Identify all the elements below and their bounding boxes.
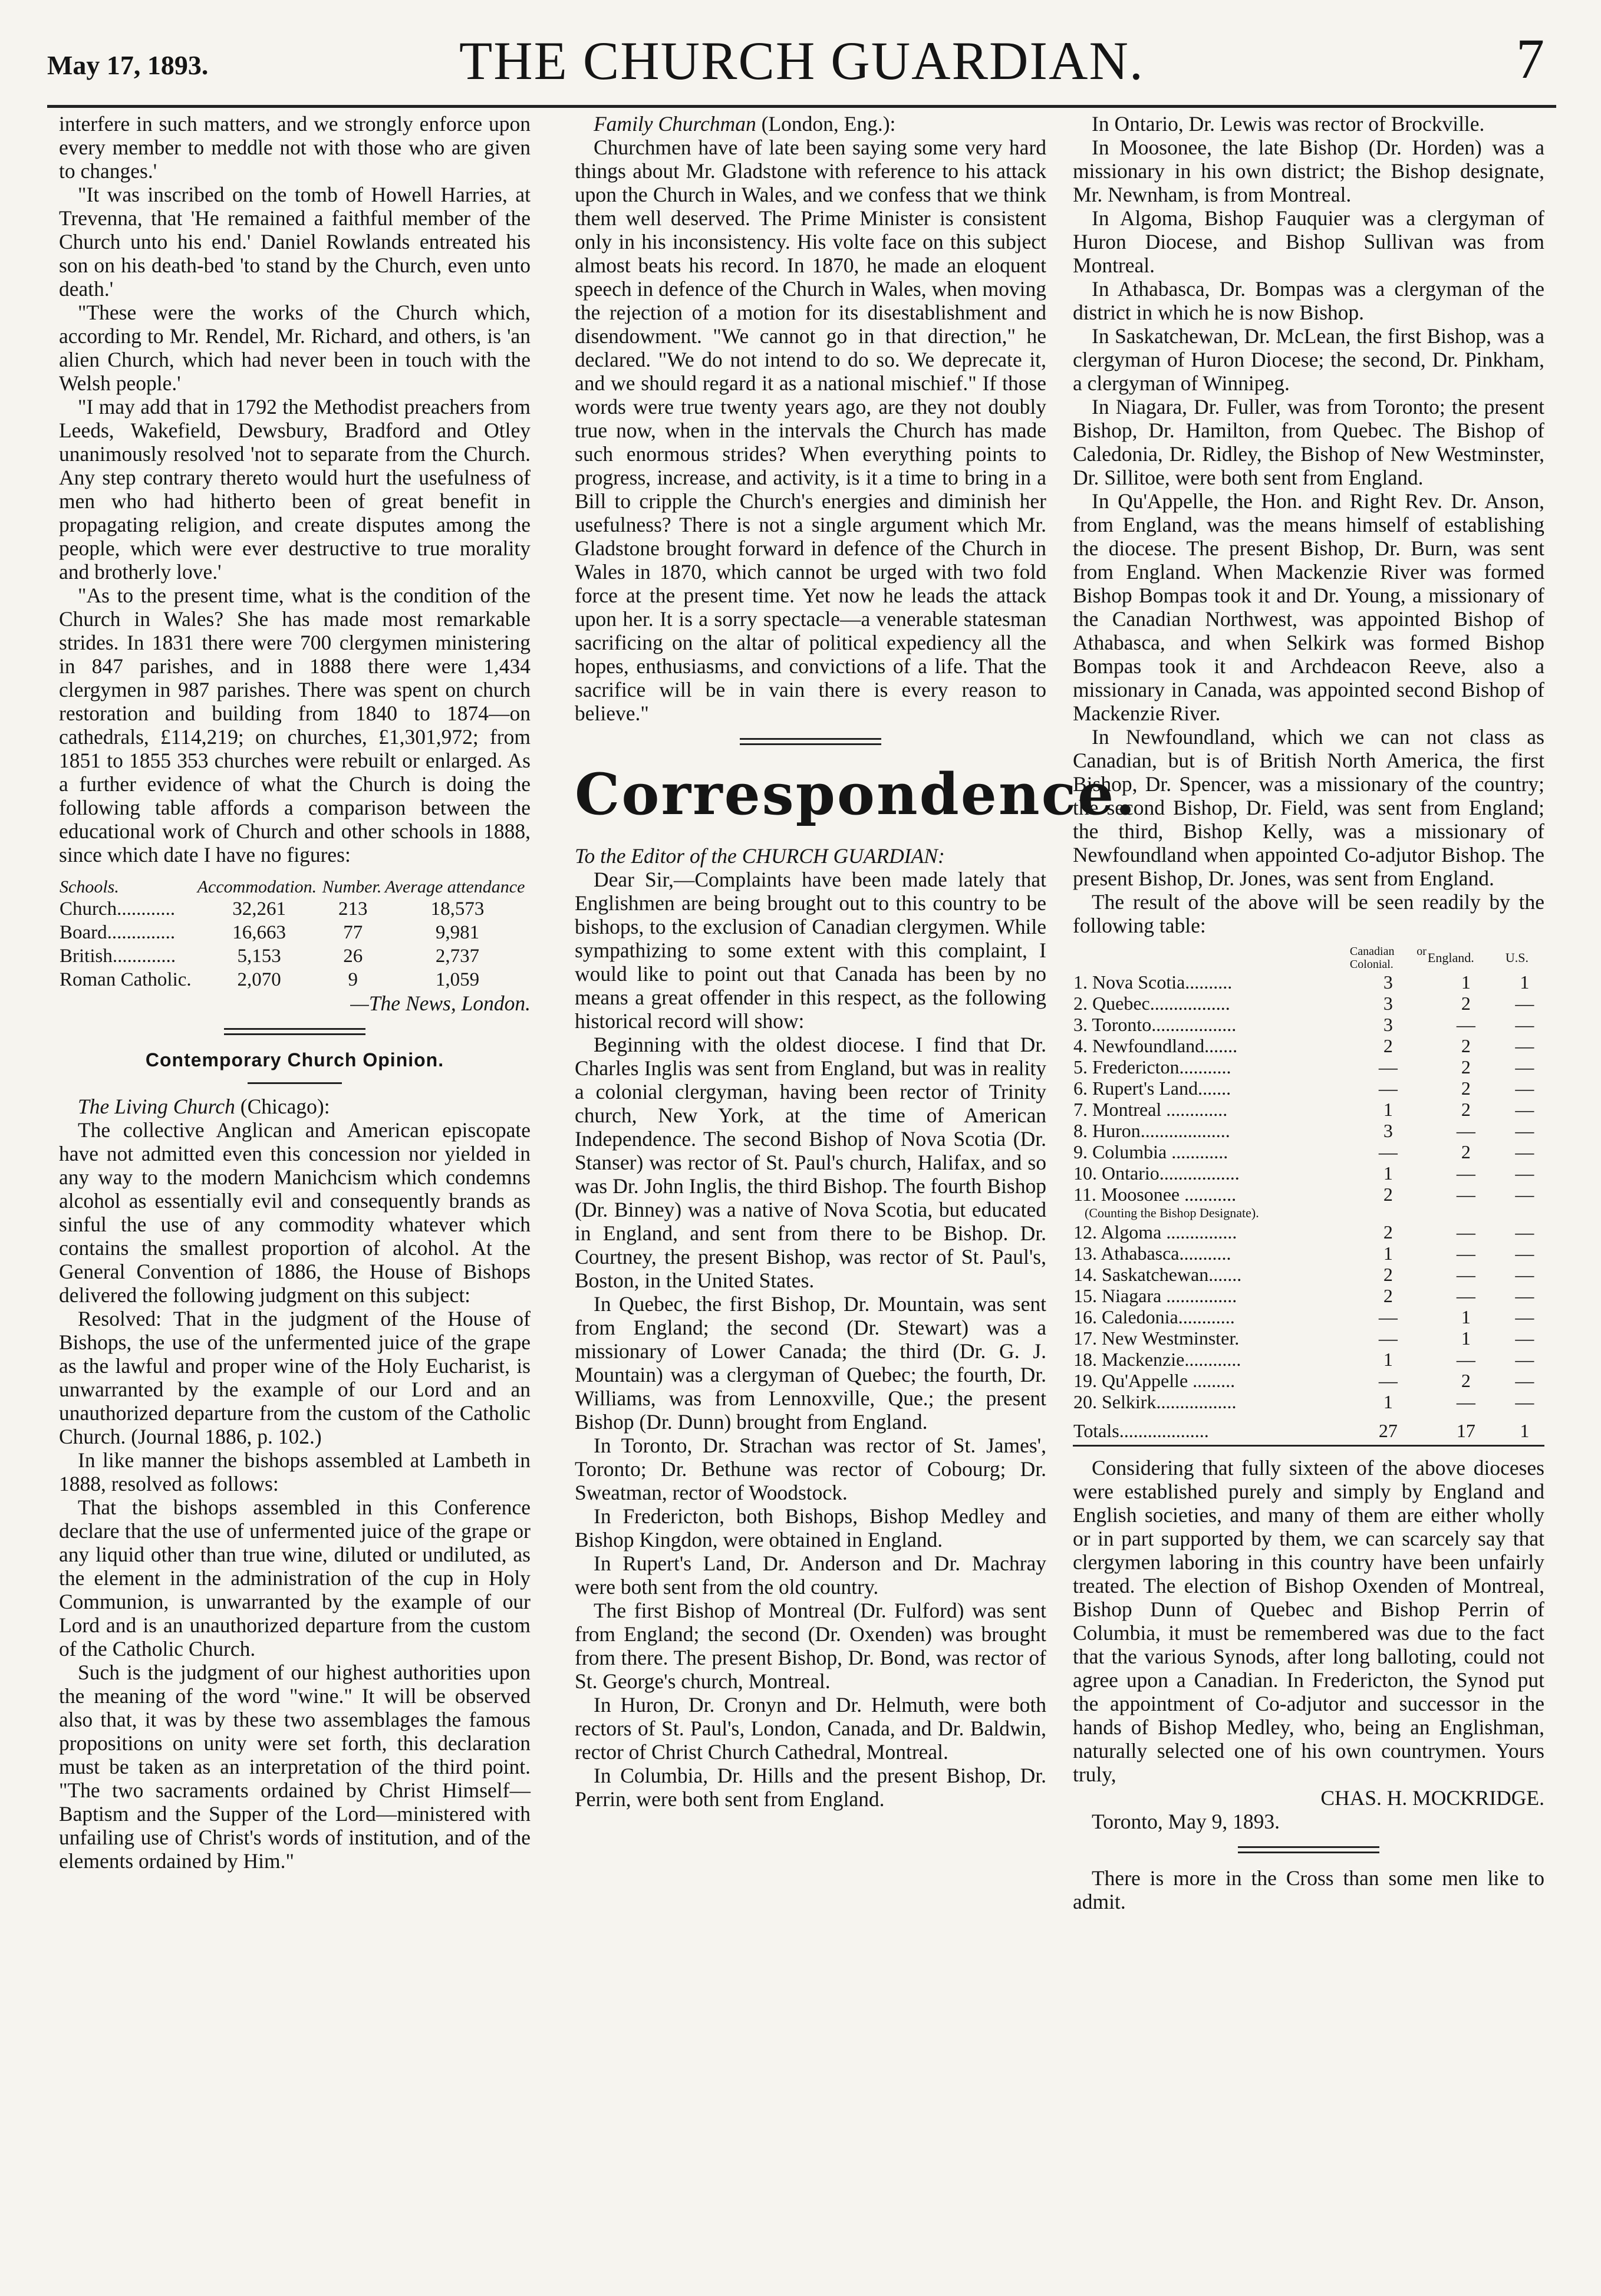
table-row: [1073, 1391, 1544, 1412]
table-header: Schools.: [60, 877, 119, 897]
table-cell: —: [1378, 1078, 1398, 1099]
paragraph: In Fredericton, both Bishops, Bishop Medley and Bishop Kingdon, were obtained in England.: [575, 1504, 1046, 1551]
table-row: [1073, 1056, 1544, 1078]
paragraph: The result of the above will be seen readily by the following table:: [1073, 890, 1544, 937]
paragraph: In Algoma, Bishop Fauquier was a clergyman of Huron Diocese, and Bishop Sullivan was from Montreal.: [1073, 206, 1544, 277]
table-cell: 1: [1520, 1420, 1530, 1441]
table-cell: British.............: [60, 946, 176, 967]
table-cell: 26: [343, 946, 363, 967]
table-cell: —: [1515, 1141, 1534, 1162]
table-cell: —: [1515, 1349, 1534, 1370]
table-cell: —: [1378, 1327, 1398, 1349]
table-cell: 2: [1383, 1035, 1393, 1056]
table-cell: —: [1456, 1221, 1475, 1243]
table-cell: 1: [1383, 1243, 1393, 1264]
paragraph: In Toronto, Dr. Strachan was rector of St. James', Toronto; Dr. Bethune was rector of Cobourg; Dr. Sweatman, rector of Woodstock.: [575, 1434, 1046, 1504]
moosonee-note: (Counting the Bishop Designate).: [1085, 1205, 1259, 1220]
table-cell: 27: [1378, 1420, 1398, 1441]
table-cell: 9,981: [435, 922, 480, 943]
paragraph: In Niagara, Dr. Fuller, was from Toronto; the present Bishop, Dr. Hamilton, from Quebec. The Bishop of Caledonia, Dr. Ridley, the Bishop of New Westminster, Dr. Sillitoe, were both sent from England.: [1073, 395, 1544, 489]
table-cell: 3: [1383, 971, 1393, 993]
table-cell: 2: [1461, 1056, 1471, 1078]
table-row: [1073, 1264, 1544, 1285]
schools-table: [59, 877, 531, 991]
table-cell: —: [1378, 1370, 1398, 1391]
table-cell: —: [1515, 1014, 1534, 1035]
table-cell: 1,059: [435, 969, 480, 990]
table-cell: 6. Rupert's Land.......: [1073, 1078, 1231, 1099]
table-cell: 2: [1461, 1035, 1471, 1056]
table-cell: 9. Columbia ............: [1073, 1141, 1228, 1162]
table-cell: 13. Athabasca...........: [1073, 1243, 1231, 1264]
table-cell: 2: [1461, 1370, 1471, 1391]
table-cell: 18,573: [430, 898, 485, 920]
table-row: [1073, 1349, 1544, 1370]
table-cell: 12. Algoma ...............: [1073, 1221, 1237, 1243]
paragraph: The first Bishop of Montreal (Dr. Fulford) was sent from England; the second (Dr. Oxenden) was brought from there. The present Bishop, Dr. Bond, was rector of St. George's church, Montreal.: [575, 1599, 1046, 1693]
filler-quote: There is more in the Cross than some men like to admit.: [1073, 1866, 1544, 1913]
table-cell: —: [1456, 1162, 1475, 1184]
table-cell: 11. Moosonee ...........: [1073, 1184, 1237, 1205]
table-cell: 3: [1383, 993, 1393, 1014]
table-cell: 2: [1461, 1141, 1471, 1162]
column-3: [1073, 112, 1544, 1913]
table-row: [1073, 1306, 1544, 1327]
paragraph: Beginning with the oldest diocese. I find that Dr. Charles Inglis was sent from England, but was in reality a colonial clergyman, having been rector of Trinity church, New York, at the time of American Independence. The second Bishop of Nova Scotia (Dr. Stanser) was rector of St. Paul's church, Halifax, and so was Dr. John Inglis, the third Bishop. The fourth Bishop (Dr. Binney) was a native of Nova Scotia, but educated in England, and sent from there to be Bishop. Dr. Courtney, the present Bishop, was rector of St. Paul's, Boston, in the United States.: [575, 1033, 1046, 1292]
paragraph: In Quebec, the first Bishop, Dr. Mountain, was sent from England; the second (Dr. Stewart) was a missionary of Lower Canada; the third (Dr. G. J. Mountain) was a clergyman of Quebec; the fourth, Dr. Williams, was from Lennoxville, Que.; the present Bishop (Dr. Dunn) brought from England.: [575, 1292, 1046, 1434]
table-row: [1073, 993, 1544, 1014]
table-cell: 213: [338, 898, 368, 920]
masthead-rule: [47, 105, 1556, 108]
table-cell: —: [1515, 1184, 1534, 1205]
table-cell: —: [1515, 993, 1534, 1014]
table-cell: —: [1515, 1078, 1534, 1099]
table-cell: —: [1515, 1221, 1534, 1243]
correspondence-heading: Correspondence.: [575, 761, 1137, 828]
table-cell: 1: [1383, 1162, 1393, 1184]
table-cell: 1. Nova Scotia..........: [1073, 971, 1233, 993]
paragraph: "These were the works of the Church which, according to Mr. Rendel, Mr. Richard, and others, is 'an alien Church, which had never been in touch with the Welsh people.': [59, 301, 531, 395]
source-name: Family Churchman: [594, 112, 756, 136]
table-cell: 1: [1383, 1099, 1393, 1120]
paragraph: "I may add that in 1792 the Methodist preachers from Leeds, Wakefield, Dewsbury, Bradford and Otley unanimously resolved 'not to separate from the Church. Any step contrary thereto would hurt the usefulness of men who had hitherto been of great benefit in propagating religion, and create disputes among the people, which were ever destructive to true morality and brotherly love.': [59, 395, 531, 584]
table-cell: 2: [1383, 1264, 1393, 1285]
source-place: (London, Eng.):: [756, 112, 896, 136]
table-cell: 10. Ontario.................: [1073, 1162, 1240, 1184]
paragraph: Dear Sir,—Complaints have been made lately that Englishmen are being brought out to this country to be bishops, to the exclusion of Canadian clergymen. While sympathizing to some extent with this complaint, I would like to point out that Canada has been by no means a great offender in this respect, as the following historical record will show:: [575, 868, 1046, 1033]
column-2: [575, 112, 1137, 1811]
paragraph: "It was inscribed on the tomb of Howell Harries, at Trevenna, that 'He remained a faithful member of the Church unto his end.' Daniel Rowlands entreated his son on his death-bed 'to stand by the Church, even unto death.': [59, 183, 531, 301]
table-cell: —: [1515, 1056, 1534, 1078]
table-row: [59, 897, 531, 921]
table-cell: —: [1456, 1285, 1475, 1306]
table-row: [1073, 1327, 1544, 1349]
table-cell: —: [1456, 1184, 1475, 1205]
table-cell: 17. New Westminster.: [1073, 1327, 1240, 1349]
table-cell: 77: [343, 922, 363, 943]
signature: CHAS. H. MOCKRIDGE.: [1320, 1786, 1544, 1810]
table-row: [1073, 1078, 1544, 1099]
table-note-row: [1073, 1205, 1544, 1221]
table-cell: —: [1456, 1243, 1475, 1264]
table-cell: 3: [1383, 1014, 1393, 1035]
paragraph: In Newfoundland, which we can not class as Canadian, but is of British North America, the first Bishop, Dr. Spencer, was a missionary of the country; the second Bishop, Dr. Field, was sent from England; the third, Bishop Kelly, was a missionary of Newfoundland when appointed Co-adjutor Bishop. The present Bishop, Dr. Jones, was sent from England.: [1073, 725, 1544, 890]
table-source: —The News, London.: [350, 991, 531, 1015]
table-cell: 16. Caledonia............: [1073, 1306, 1235, 1327]
table-cell: 2. Quebec.................: [1073, 993, 1230, 1014]
table-cell: Church............: [60, 898, 176, 920]
table-cell: —: [1515, 1120, 1534, 1141]
table-header: Accommodation.: [197, 877, 317, 897]
paragraph: In Ontario, Dr. Lewis was rector of Brockville.: [1092, 112, 1485, 136]
section-heading: Contemporary Church Opinion.: [145, 1049, 444, 1070]
table-cell: 1: [1520, 971, 1530, 993]
paragraph: That the bishops assembled in this Conference declare that the use of unfermented juice of the grape or any liquid other than true wine, diluted or undiluted, as the element in the administration of the cup in Holy Communion, is unwarranted by the example of our Lord and is an unauthorized departure from the custom of the Catholic Church.: [59, 1495, 531, 1661]
table-header: England.: [1427, 950, 1474, 965]
table-row: [1073, 1221, 1544, 1243]
table-cell: —: [1515, 1370, 1534, 1391]
table-cell: 3: [1383, 1120, 1393, 1141]
paragraph: In Rupert's Land, Dr. Anderson and Dr. Machray were both sent from the old country.: [575, 1551, 1046, 1599]
table-row: [59, 944, 531, 968]
table-header: [1073, 944, 1349, 971]
table-cell: 4. Newfoundland.......: [1073, 1035, 1238, 1056]
table-row: [1073, 1285, 1544, 1306]
table-cell: —: [1515, 1162, 1534, 1184]
paragraph: Resolved: That in the judgment of the House of Bishops, the use of the unfermented juice of the grape as the lawful and proper wine of the Holy Eucharist, is unwarranted by the example of our Lord and an unauthorized departure from the custom of the Catholic Church. (Journal 1886, p. 102.): [59, 1307, 531, 1448]
table-cell: 1: [1461, 971, 1471, 993]
table-cell: 16,663: [232, 922, 286, 943]
paragraph: In Saskatchewan, Dr. McLean, the first Bishop, was a clergyman of Huron Diocese; the second, Dr. Pinkham, a clergyman of Winnipeg.: [1073, 324, 1544, 395]
source-line: [575, 112, 1046, 136]
table-cell: 2: [1461, 1099, 1471, 1120]
paragraph: In Moosonee, the late Bishop (Dr. Horden) was a missionary in his own district; the Bishop designate, Mr. Newnham, is from Montreal.: [1073, 136, 1544, 206]
table-cell: —: [1456, 1264, 1475, 1285]
table-cell: —: [1456, 1014, 1475, 1035]
page-number: 7: [1516, 27, 1544, 90]
table-row: [1073, 1120, 1544, 1141]
paragraph: The collective Anglican and American episcopate have not admitted even this concession nor yielded in any way to the modern Manichcism which condemns alcohol as essentially evil and consequently brands as sinful the use of any commodity whatever which contains the smallest proportion of alcohol. At the General Convention of 1886, the House of Bishops delivered the following judgment on this subject:: [59, 1118, 531, 1307]
table-cell: —: [1378, 1306, 1398, 1327]
table-cell: 15. Niagara ...............: [1073, 1285, 1237, 1306]
totals-row: [1073, 1412, 1544, 1441]
paragraph: interfere in such matters, and we strongly enforce upon every member to meddle not with those who are given to changes.': [59, 112, 531, 183]
table-cell: Totals...................: [1073, 1420, 1209, 1441]
paragraph: In like manner the bishops assembled at Lambeth in 1888, resolved as follows:: [59, 1448, 531, 1495]
table-row: [1073, 1014, 1544, 1035]
table-cell: 2,070: [237, 969, 281, 990]
table-cell: 8. Huron...................: [1073, 1120, 1230, 1141]
paragraph: Such is the judgment of our highest authorities upon the meaning of the word "wine." It will be observed also that, it was by these two assemblages the famous propositions on unity were set forth, this declaration must be taken as an interpretation of the third point. "The two sacraments ordained by Christ Himself—Baptism and the Supper of the Lord—ministered with unfailing use of Christ's words of institution, and of the elements ordained by Him.": [59, 1661, 531, 1873]
table-cell: —: [1515, 1285, 1534, 1306]
table-row: [1073, 1370, 1544, 1391]
paragraph: In Huron, Dr. Cronyn and Dr. Helmuth, were both rectors of St. Paul's, London, Canada, and Dr. Baldwin, rector of Christ Church Cathedral, Montreal.: [575, 1693, 1046, 1764]
source-place: (Chicago):: [235, 1095, 330, 1118]
table-cell: 17: [1456, 1420, 1475, 1441]
paragraph: In Athabasca, Dr. Bompas was a clergyman of the district in which he is now Bishop.: [1073, 277, 1544, 324]
table-cell: —: [1456, 1120, 1475, 1141]
table-cell: —: [1515, 1264, 1534, 1285]
paragraph: Considering that fully sixteen of the above dioceses were established purely and simply by England and English societies, and many of them are either wholly or in part supported by them, we can scarcely say that clergymen laboring in this country have been unfairly treated. The election of Bishop Oxenden of Montreal, Bishop Dunn of Quebec and Bishop Perrin of Columbia, it must be remembered was due to the fact that the various Synods, after long balloting, could not agree upon a Canadian. In Fredericton, the Synod put the appointment of Co-adjutor and successor in the hands of Bishop Medley, who, being an Englishman, naturally selected one of his own countrymen. Yours truly,: [1073, 1456, 1544, 1786]
table-row: [1073, 1184, 1544, 1205]
table-cell: 2: [1383, 1221, 1393, 1243]
table-row: [1073, 1162, 1544, 1184]
table-cell: 32,261: [232, 898, 286, 920]
table-cell: 19. Qu'Appelle .........: [1073, 1370, 1236, 1391]
table-cell: 9: [348, 969, 358, 990]
table-cell: —: [1378, 1141, 1398, 1162]
table-cell: —: [1515, 1391, 1534, 1412]
dateline: Toronto, May 9, 1893.: [1092, 1810, 1280, 1833]
table-cell: 2,737: [435, 946, 480, 967]
table-row: [1073, 971, 1544, 993]
table-cell: —: [1515, 1243, 1534, 1264]
table-cell: 2: [1461, 1078, 1471, 1099]
table-header: Canadian or Colonial.: [1349, 945, 1427, 971]
section-divider: [740, 738, 881, 745]
table-cell: —: [1515, 1306, 1534, 1327]
table-cell: Roman Catholic.: [60, 969, 192, 990]
table-cell: —: [1515, 1327, 1534, 1349]
table-cell: Board..............: [60, 922, 176, 943]
table-cell: 18. Mackenzie............: [1073, 1349, 1241, 1370]
table-cell: —: [1515, 1035, 1534, 1056]
table-header: U.S.: [1505, 950, 1528, 965]
table-row: [59, 921, 531, 944]
heading-rule: [248, 1082, 342, 1084]
section-divider: [1238, 1846, 1379, 1853]
paragraph: "As to the present time, what is the condition of the Church in Wales? She has made most remarkable strides. In 1831 there were 700 clergymen ministering in 847 parishes, and in 1888 there were 1,434 clergymen in 987 parishes. There was spent on church restoration and building from 1840 to 1874—on cathedrals, £114,219; on churches, £1,301,972; from 1851 to 1855 353 churches were rebuilt or enlarged. As a further evidence of what the Church is doing the following table affords a comparison between the educational work of Church and other schools in 1888, since which date I have no figures:: [59, 584, 531, 867]
table-cell: 2: [1461, 993, 1471, 1014]
source-line: [59, 1095, 531, 1118]
salutation: To the Editor of the CHURCH GUARDIAN:: [575, 844, 945, 868]
section-divider: [224, 1028, 365, 1035]
table-cell: 20. Selkirk.................: [1073, 1391, 1237, 1412]
table-header: Average attendance: [385, 877, 525, 897]
table-row: [59, 968, 531, 991]
bishops-table: [1073, 944, 1544, 1441]
table-cell: —: [1515, 1099, 1534, 1120]
masthead: [47, 21, 1556, 104]
table-cell: —: [1456, 1349, 1475, 1370]
table-row: [1073, 1099, 1544, 1120]
table-cell: 1: [1461, 1306, 1471, 1327]
column-1: [59, 112, 531, 1873]
table-cell: —: [1456, 1391, 1475, 1412]
table-cell: 3. Toronto..................: [1073, 1014, 1237, 1035]
table-cell: 5,153: [237, 946, 281, 967]
paragraph: Churchmen have of late been saying some very hard things about Mr. Gladstone with reference to his attack upon the Church in Wales, and we confess that we think them well deserved. The Prime Minister is consistent only in his inconsistency. His volte face on this subject almost beats his record. In 1870, he made an eloquent speech in defence of the Church in Wales, when moving the rejection of a motion for its disestablishment and disendowment. "We cannot go in that direction," he declared. "We do not intend to do so. We deprecate it, and we should regard it as a national mischief." If those words were true twenty years ago, are they not doubly true now, when in the intervals the Church has made such enormous strides? When everything points to progress, increase, and activity, is it a time to bring in a Bill to cripple the Church's energies and diminish her usefulness? There is not a single argument which Mr. Gladstone brought forward in defence of the Church in Wales in 1870, which cannot be urged with two fold force at the present time. Yet now he leads the attack upon her. It is a sorry spectacle—a venerable statesman sacrificing on the altar of political expediency all the hopes, enthusiasms, and convictions of a life. That the sacrifice will be in vain there is every reason to believe.": [575, 136, 1046, 725]
source-name: The Living Church: [78, 1095, 235, 1118]
paragraph: In Columbia, Dr. Hills and the present Bishop, Dr. Perrin, were both sent from England.: [575, 1764, 1046, 1811]
table-cell: —: [1378, 1056, 1398, 1078]
table-row: [1073, 1035, 1544, 1056]
table-cell: 2: [1383, 1285, 1393, 1306]
newspaper-title: THE CHURCH GUARDIAN.: [459, 31, 1144, 91]
totals-rule: [1073, 1445, 1544, 1447]
table-cell: 1: [1461, 1327, 1471, 1349]
table-row: [1073, 1243, 1544, 1264]
paragraph: In Qu'Appelle, the Hon. and Right Rev. Dr. Anson, from England, was the means himself of establishing the diocese. The present Bishop, Dr. Burn, was sent from England. When Mackenzie River was formed Bishop Bompas took it and Dr. Young, a missionary of the Canadian Northwest, was appointed Bishop of Athabasca, and when Selkirk was formed Bishop Bompas took it and Archdeacon Reeve, also a missionary in Canada, was appointed second Bishop of Mackenzie River.: [1073, 489, 1544, 725]
table-row: [1073, 1141, 1544, 1162]
table-cell: 1: [1383, 1391, 1393, 1412]
issue-date: May 17, 1893.: [47, 50, 209, 80]
table-cell: 5. Fredericton...........: [1073, 1056, 1231, 1078]
table-header: Number.: [322, 877, 382, 897]
table-cell: 2: [1383, 1184, 1393, 1205]
table-cell: 7. Montreal .............: [1073, 1099, 1228, 1120]
table-cell: 14. Saskatchewan.......: [1073, 1264, 1242, 1285]
table-cell: 1: [1383, 1349, 1393, 1370]
